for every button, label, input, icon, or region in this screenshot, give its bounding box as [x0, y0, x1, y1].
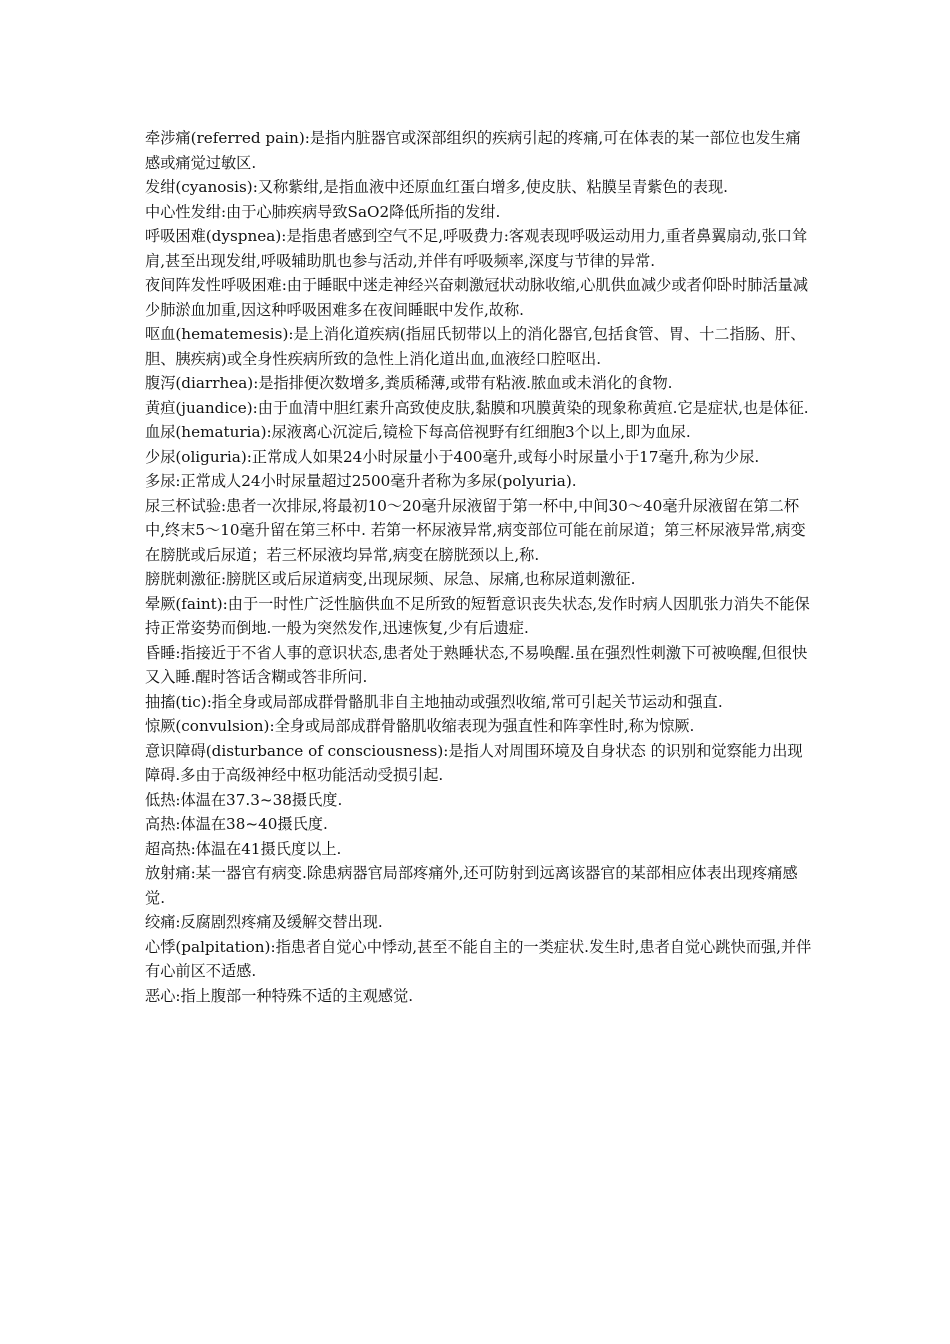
glossary-entry: 高热:体温在38~40摄氏度.	[145, 815, 328, 833]
glossary-entry: 中心性发绀:由于心肺疾病导致SaO2降低所指的发绀.	[145, 202, 501, 221]
glossary-entry: 晕厥(faint):由于一时性广泛性脑供血不足所致的短暂意识丧失状态,发作时病人因肌张力消失不能保持正常姿势而倒地.一般为突然发作,迅速恢复,少有后遗症.	[145, 594, 810, 637]
glossary-entry: 血尿(hematuria):尿液离心沉淀后,镜检下每高倍视野有红细胞3个以上,即为血尿.	[145, 423, 691, 441]
glossary-entry: 低热:体温在37.3~38摄氏度.	[145, 790, 343, 809]
glossary-entry: 放射痛:某一器官有病变.除患病器官局部疼痛外,还可防射到远离该器官的某部相应体表出现疼痛感觉.	[145, 864, 798, 907]
glossary-entry: 膀胱刺激征:膀胱区或后尿道病变,出现尿频、尿急、尿痛,也称尿道刺激征.	[145, 570, 636, 588]
glossary-entry: 昏睡:指接近于不省人事的意识状态,患者处于熟睡状态,不易唤醒.虽在强烈性刺激下可被唤醒,但很快又入睡.醒时答话含糊或答非所问.	[145, 643, 808, 686]
glossary-entry: 牵涉痛(referred pain):是指内脏器官或深部组织的疾病引起的疼痛,可在体表的某一部位也发生痛感或痛觉过敏区.	[145, 129, 801, 172]
glossary-entry: 黄疸(juandice):由于血清中胆红素升高致使皮肤,黏膜和巩膜黄染的现象称黄疸.它是症状,也是体征.	[145, 398, 809, 417]
glossary-text	[145, 126, 815, 1008]
glossary-entry: 腹泻(diarrhea):是指排便次数增多,粪质稀薄,或带有粘液.脓血或未消化的食物.	[145, 374, 673, 392]
glossary-entry: 发绀(cyanosis):又称紫绀,是指血液中还原血红蛋白增多,使皮肤、粘膜呈青紫色的表现.	[145, 178, 728, 196]
glossary-entry: 夜间阵发性呼吸困难:由于睡眠中迷走神经兴奋刺激冠状动脉收缩,心肌供血减少或者仰卧时肺活量减少肺淤血加重,因这种呼吸困难多在夜间睡眠中发作,故称.	[145, 276, 809, 319]
glossary-entry: 呼吸困难(dyspnea):是指患者感到空气不足,呼吸费力:客观表现呼吸运动用力,重者鼻翼扇动,张口耸肩,甚至出现发绀,呼吸辅助肌也参与活动,并伴有呼吸频率,深度与节律的异常.	[145, 227, 808, 270]
glossary-entry: 意识障碍(disturbance of consciousness):是指人对周围环境及自身状态 的识别和觉察能力出现障碍.多由于高级神经中枢功能活动受损引起.	[145, 741, 803, 784]
glossary-entry: 多尿:正常成人24小时尿量超过2500毫升者称为多尿(polyuria).	[145, 472, 577, 490]
glossary-entry: 恶心:指上腹部一种特殊不适的主观感觉.	[145, 986, 414, 1005]
glossary-entry: 心悸(palpitation):指患者自觉心中悸动,甚至不能自主的一类症状.发生时,患者自觉心跳快而强,并伴有心前区不适感.	[145, 937, 812, 980]
glossary-entry: 呕血(hematemesis):是上消化道疾病(指屈氏韧带以上的消化器官,包括食管、胃、十二指肠、肝、胆、胰疾病)或全身性疾病所致的急性上消化道出血,血液经口腔呕出.	[145, 325, 806, 368]
glossary-entry: 抽搐(tic):指全身或局部成群骨骼肌非自主地抽动或强烈收缩,常可引起关节运动和强直.	[145, 692, 723, 711]
glossary-entry: 超高热:体温在41摄氏度以上.	[145, 839, 342, 858]
glossary-entry: 绞痛:反腐剧烈疼痛及缓解交替出现.	[145, 913, 383, 931]
glossary-entry: 惊厥(convulsion):全身或局部成群骨骼肌收缩表现为强直性和阵挛性时,称为惊厥.	[145, 717, 695, 735]
glossary-entry: 尿三杯试验:患者一次排尿,将最初10～20毫升尿液留于第一杯中,中间30～40毫升尿液留在第二杯中,终末5～10毫升留在第三杯中. 若第一杯尿液异常,病变部位可能在前尿道；第三杯尿液异常,病变在膀胱或后尿道；若三杯尿液均异常,病变在膀胱颈以上,称.	[145, 496, 806, 564]
glossary-entry: 少尿(oliguria):正常成人如果24小时尿量小于400毫升,或每小时尿量小于17毫升,称为少尿.	[145, 447, 760, 466]
